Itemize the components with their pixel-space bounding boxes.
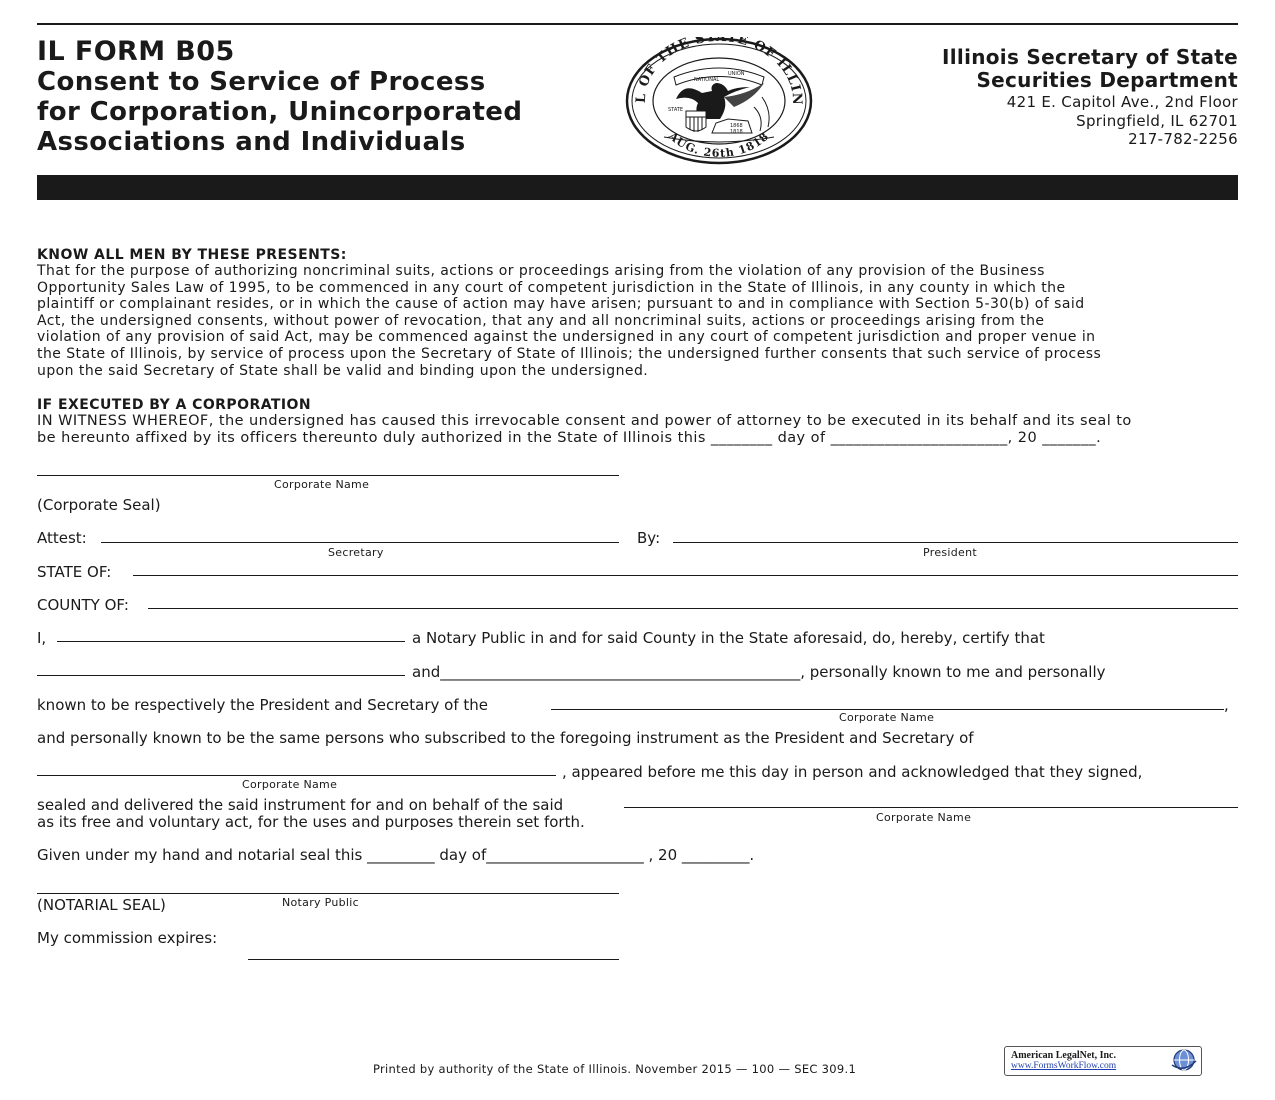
seal-banner-left: NATIONAL (694, 77, 720, 83)
agency-phone: 217-782-2256 (1128, 130, 1238, 148)
seal-year-1868: 1868 (730, 123, 743, 129)
intro-line: Opportunity Sales Law of 1995, to be commenced in any court of competent jurisdiction in the State of Illinois, in any county in which the (37, 279, 1066, 296)
notary-public-signature-line[interactable] (37, 893, 619, 894)
commission-expires-line[interactable] (248, 959, 619, 960)
department-name: Securities Department (976, 68, 1238, 92)
free-act-statement: as its free and voluntary act, for the uses and purposes therein set forth. (37, 813, 585, 831)
by-label: By: (637, 529, 661, 547)
corporate-name-caption-3: Corporate Name (242, 778, 338, 791)
corporate-name-caption: Corporate Name (274, 478, 370, 491)
secretary-caption: Secretary (328, 546, 384, 559)
corporate-seal-label: (Corporate Seal) (37, 496, 161, 514)
corporate-name-caption-4: Corporate Name (876, 811, 972, 824)
printed-by-footer: Printed by authority of the State of Illinois. November 2015 — 100 — SEC 309.1 (373, 1062, 857, 1076)
header-divider-band (37, 175, 1238, 200)
known-statement: known to be respectively the President and Secretary of the (37, 696, 489, 714)
seal-outer-text: L OF THE STATE OF ILLIN (633, 37, 805, 106)
intro-line: violation of any provision of said Act, may be commenced against the undersigned in any court of competent jurisdiction and proper venue in (37, 329, 1096, 346)
commission-label: My commission expires: (37, 929, 218, 947)
corporation-line: be hereunto affixed by its officers thereunto duly authorized in the State of Illinois this ________ day of _______________________, 20 _______. (37, 429, 1102, 446)
president-name-line[interactable] (37, 675, 405, 676)
seal-graphic (624, 37, 814, 165)
intro-paragraph (37, 263, 1247, 379)
and-statement: and________________________________________________, personally known to me and personally (412, 663, 1106, 681)
form-id: IL FORM B05 (37, 36, 235, 67)
corporate-name-line-4[interactable] (624, 807, 1238, 808)
agency-block (942, 46, 1238, 148)
form-title-line2: for Corporation, Unincorporated (37, 97, 523, 127)
seal-shield-word: STATE (668, 107, 684, 113)
state-field-line[interactable] (133, 575, 1238, 576)
intro-line: That for the purpose of authorizing noncriminal suits, actions or proceedings arising from the violation of any provision of the Business (37, 263, 1045, 279)
seal-banner-right: UNION (728, 71, 745, 77)
attest-label: Attest: (37, 529, 87, 547)
corporate-name-caption-2: Corporate Name (839, 711, 935, 724)
notarial-seal-label: (NOTARIAL SEAL) (37, 896, 166, 914)
illinois-state-seal (624, 37, 814, 165)
intro-line: Act, the undersigned consents, without power of revocation, that any and all noncriminal suits, actions or proceedings arising from the (37, 312, 1045, 329)
intro-line: upon the said Secretary of State shall be valid and binding upon the undersigned. (37, 362, 649, 379)
corporation-line: IN WITNESS WHEREOF, the undersigned has caused this irrevocable consent and power of attorney to be executed in its behalf and its seal to (37, 413, 1132, 429)
sealed-statement: sealed and delivered the said instrument for and on behalf of the said (37, 796, 564, 814)
corporation-paragraph (37, 413, 1132, 446)
county-label: COUNTY OF: (37, 596, 129, 614)
corporation-heading: IF EXECUTED BY A CORPORATION (37, 397, 312, 413)
intro-heading: KNOW ALL MEN BY THESE PRESENTS: (37, 247, 347, 263)
president-caption: President (923, 546, 978, 559)
secretary-signature-line[interactable] (101, 542, 619, 543)
form-title-line3: Associations and Individuals (37, 127, 466, 157)
globe-icon (1169, 1047, 1199, 1073)
shield-icon (686, 111, 706, 131)
corporate-name-line-3[interactable] (37, 775, 556, 776)
agency-address-line2: Springfield, IL 62701 (1076, 112, 1238, 130)
agency-address-line1: 421 E. Capitol Ave., 2nd Floor (1006, 93, 1238, 111)
notary-statement: a Notary Public in and for said County in the State aforesaid, do, hereby, certify that (412, 629, 1045, 647)
given-statement: Given under my hand and notarial seal this _________ day of_____________________ , 20 _________. (37, 846, 755, 864)
subscribed-statement: and personally known to be the same persons who subscribed to the foregoing instrument as the President and Secretary of (37, 729, 974, 747)
american-legalnet-logo[interactable] (1004, 1046, 1202, 1076)
corporate-name-line[interactable] (37, 475, 619, 476)
state-label: STATE OF: (37, 563, 112, 581)
i-label: I, (37, 629, 47, 647)
seal-year-1818: 1818 (730, 129, 743, 135)
appeared-statement: , appeared before me this day in person and acknowledged that they signed, (562, 763, 1143, 781)
comma: , (1224, 696, 1229, 714)
logo-url: www.FormsWorkFlow.com (1011, 1061, 1117, 1071)
county-field-line[interactable] (148, 608, 1238, 609)
agency-name: Illinois Secretary of State (942, 45, 1238, 69)
intro-line: plaintiff or complainant resides, or in which the cause of action may have arisen; pursuant to and in compliance with Section 5-30(b) of said (37, 296, 1085, 313)
intro-line: the State of Illinois, by service of process upon the Secretary of State of Illinois; the undersigned further consents that such service of process (37, 345, 1102, 362)
notary-public-caption: Notary Public (282, 896, 359, 909)
seal-date-text: AUG. 26th 1818 (666, 129, 772, 161)
corporate-name-line-2[interactable] (551, 709, 1224, 710)
notary-name-line[interactable] (57, 641, 405, 642)
president-signature-line[interactable] (673, 542, 1238, 543)
logo-company-name: American LegalNet, Inc. (1011, 1050, 1116, 1061)
form-title-line1: Consent to Service of Process (37, 67, 486, 97)
top-rule (37, 23, 1238, 25)
